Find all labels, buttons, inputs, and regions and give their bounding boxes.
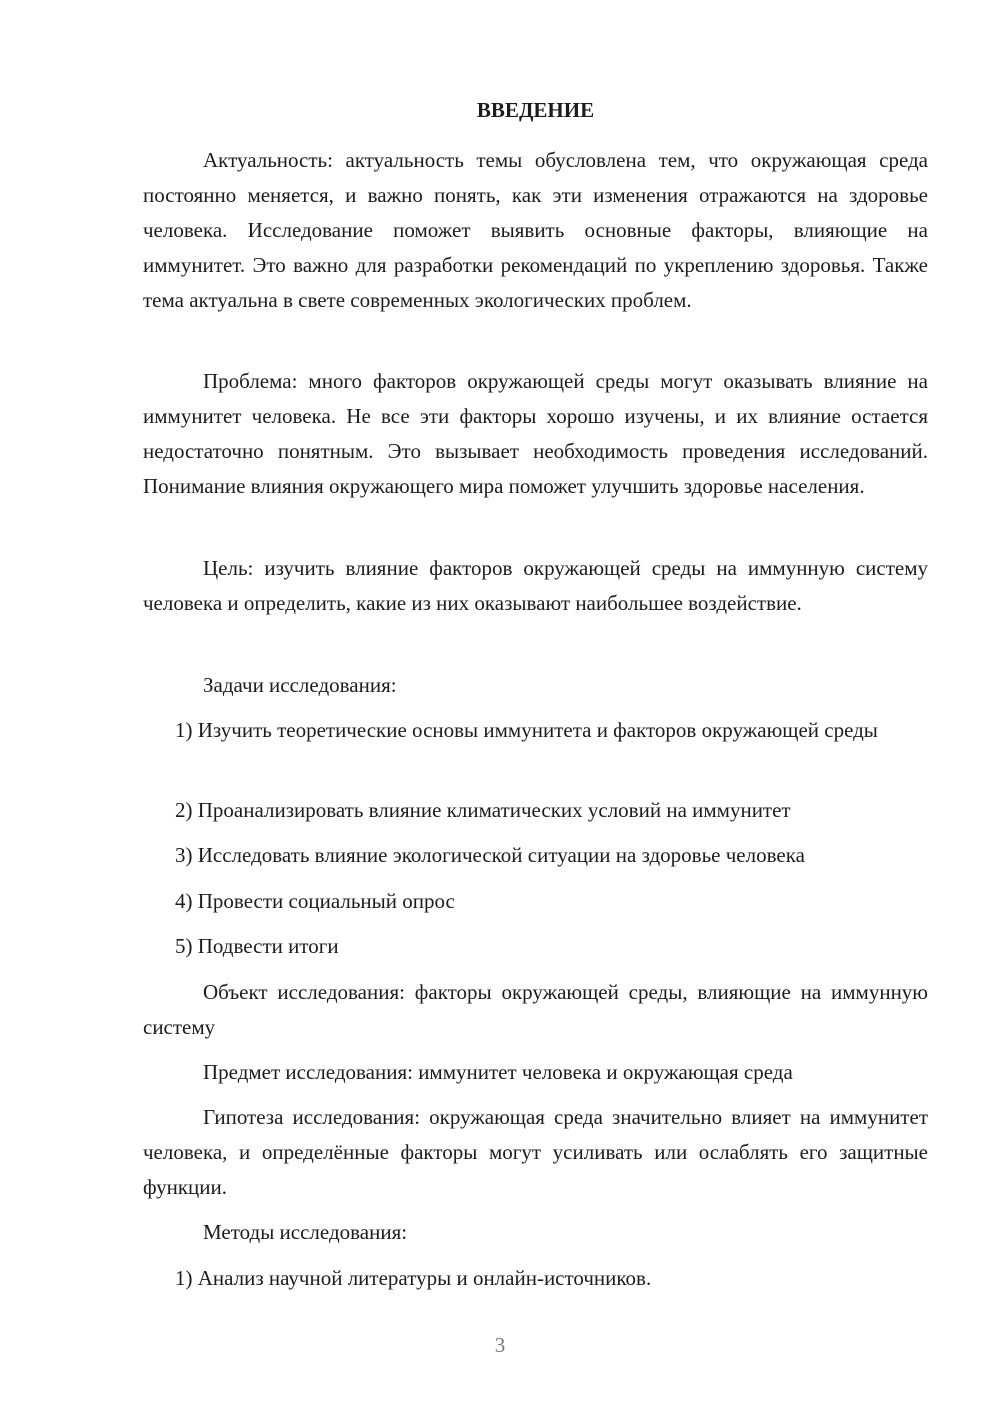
- relevance-paragraph: Актуальность: актуальность темы обусловлена тем, что окружающая среда постоянно меняется, и важно понять, как эти изменения отражаются на здоровье человека. Исследование поможет выявить основные факторы, влияющие на иммунитет. Это важно для разработки рекомендаций по укреплению здоровья. Также тема актуальна в свете современных экологических проблем.: [143, 148, 928, 312]
- task-item-3: 3) Исследовать влияние экологической ситуации на здоровье человека: [175, 843, 805, 867]
- hypothesis-paragraph: Гипотеза исследования: окружающая среда значительно влияет на иммунитет человека, и определённые факторы могут усиливать или ослаблять его защитные функции.: [143, 1105, 928, 1199]
- subject-paragraph: Предмет исследования: иммунитет человека и окружающая среда: [203, 1060, 793, 1084]
- task-item-5: 5) Подвести итоги: [175, 934, 339, 958]
- methods-heading: Методы исследования:: [203, 1220, 408, 1244]
- task-item-2: 2) Проанализировать влияние климатических условий на иммунитет: [175, 798, 791, 822]
- tasks-heading: Задачи исследования:: [203, 673, 397, 697]
- object-paragraph: Объект исследования: факторы окружающей среды, влияющие на иммунную систему: [143, 980, 928, 1039]
- problem-paragraph: Проблема: много факторов окружающей среды могут оказывать влияние на иммунитет человека. Не все эти факторы хорошо изучены, и их влияние остается недостаточно понятным. Это вызывает необходимость проведения исследований. Понимание влияния окружающего мира поможет улучшить здоровье населения.: [143, 369, 928, 498]
- task-item-4: 4) Провести социальный опрос: [175, 889, 455, 913]
- method-item-1: 1) Анализ научной литературы и онлайн-источников.: [175, 1266, 652, 1290]
- goal-paragraph: Цель: изучить влияние факторов окружающей среды на иммунную систему человека и определить, какие из них оказывают наибольшее воздействие.: [143, 556, 928, 615]
- section-heading: ВВЕДЕНИЕ: [476, 98, 595, 122]
- task-item-1: 1) Изучить теоретические основы иммунитета и факторов окружающей среды: [175, 718, 878, 742]
- page-number: 3: [494, 1333, 506, 1357]
